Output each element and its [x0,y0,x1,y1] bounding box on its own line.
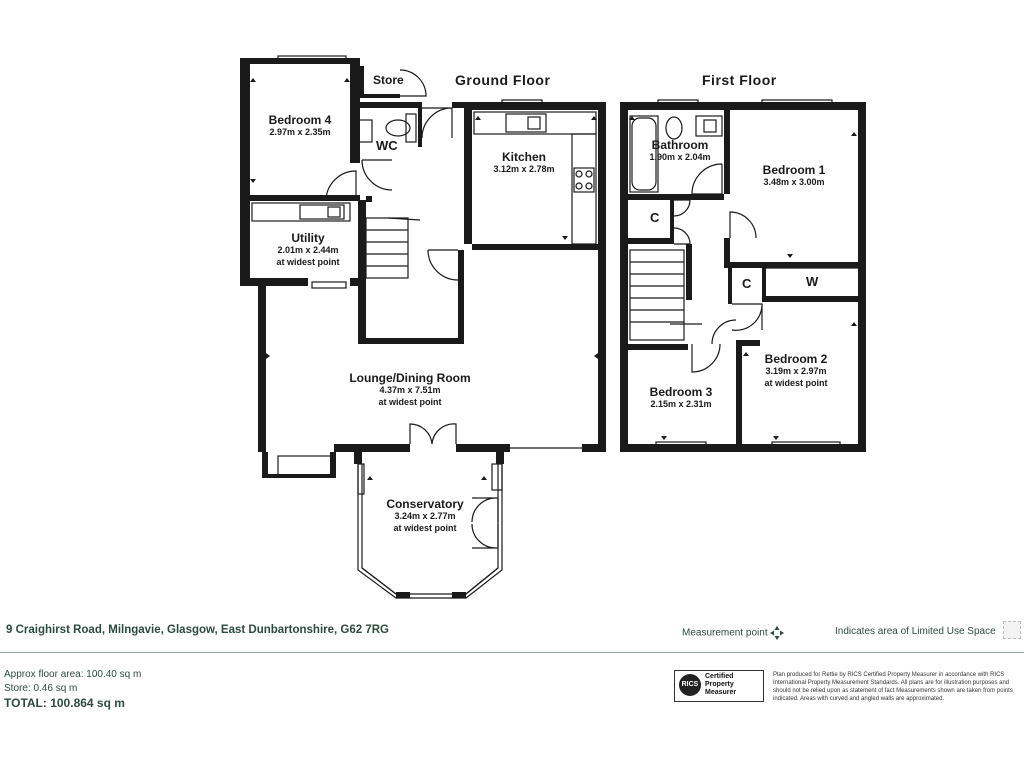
room-note: at widest point [276,257,340,267]
room-name: Kitchen [501,150,546,164]
ground-floor-title: Ground Floor [455,72,551,88]
bathroom-label [644,139,716,163]
first-floor-title: First Floor [702,72,777,88]
cupboard-2-label: C [742,276,752,291]
room-dimensions: 2.15m x 2.31m [650,399,712,409]
measurement-point-text: Measurement point [682,627,768,639]
lounge-dining-label [330,372,490,408]
room-dimensions: 2.97m x 2.35m [269,127,331,137]
area-summary [4,668,141,710]
room-name: Lounge/Dining Room [349,371,471,385]
room-name: Utility [291,231,325,245]
room-dimensions: 2.01m x 2.44m [277,245,339,255]
room-name: Bathroom [651,138,709,152]
bedroom-1-label [744,164,844,188]
room-dimensions: 4.37m x 7.51m [379,385,441,395]
cupboard-1-label: C [650,210,660,225]
room-name: Conservatory [386,497,464,511]
room-dimensions: 3.24m x 2.77m [394,511,456,521]
approx-floor-area: Approx floor area: 100.40 sq m [4,669,142,680]
rics-badge-text [705,673,761,697]
property-address: 9 Craighirst Road, Milngavie, Glasgow, East Dunbartonshire, G62 7RG [6,624,389,636]
room-name: Bedroom 3 [649,385,713,399]
rics-certified-badge [674,670,764,702]
bedroom-2-label [750,353,842,389]
bedroom-3-label [638,386,724,410]
room-note: at widest point [378,397,442,407]
room-name: Bedroom 2 [764,352,828,366]
room-dimensions: 3.48m x 3.00m [763,177,825,187]
rics-badge-line: Measurer [705,689,737,696]
conservatory-label [372,498,478,534]
wardrobe-label: W [806,274,819,289]
room-name: Bedroom 4 [268,113,332,127]
wc-label: WC [376,138,398,153]
room-name: Bedroom 1 [762,163,826,177]
kitchen-label [474,151,574,175]
rics-logo: RICS [679,674,701,696]
store-area: Store: 0.46 sq m [4,683,78,694]
rics-badge-line: Property [705,681,734,688]
measurement-point-legend [682,626,784,640]
room-note: at widest point [393,523,457,533]
store-label: Store [373,73,404,87]
footer-divider [0,652,1024,653]
utility-label [256,232,360,268]
limited-use-legend: Indicates area of Limited Use Space [835,626,996,637]
room-note: at widest point [764,378,828,388]
rics-badge-line: Certified [705,673,734,680]
measurement-point-icon [770,626,784,640]
room-dimensions: 3.19m x 2.97m [765,366,827,376]
plan-disclaimer: Plan produced for Rettie by RICS Certified Property Measurer in accordance with RICS International Property Measurement Standards. All plans are for illustration purposes and should not be relied upon as statement of fact Measurements shown are taken from points indicated. Areas with curved and angled walls are approximated. [773,672,1013,702]
total-area: TOTAL: 100.864 sq m [4,696,125,710]
room-dimensions: 3.12m x 2.78m [493,164,555,174]
limited-use-swatch [1003,621,1021,639]
bedroom-4-label [250,114,350,138]
room-dimensions: 1.90m x 2.04m [649,152,711,162]
